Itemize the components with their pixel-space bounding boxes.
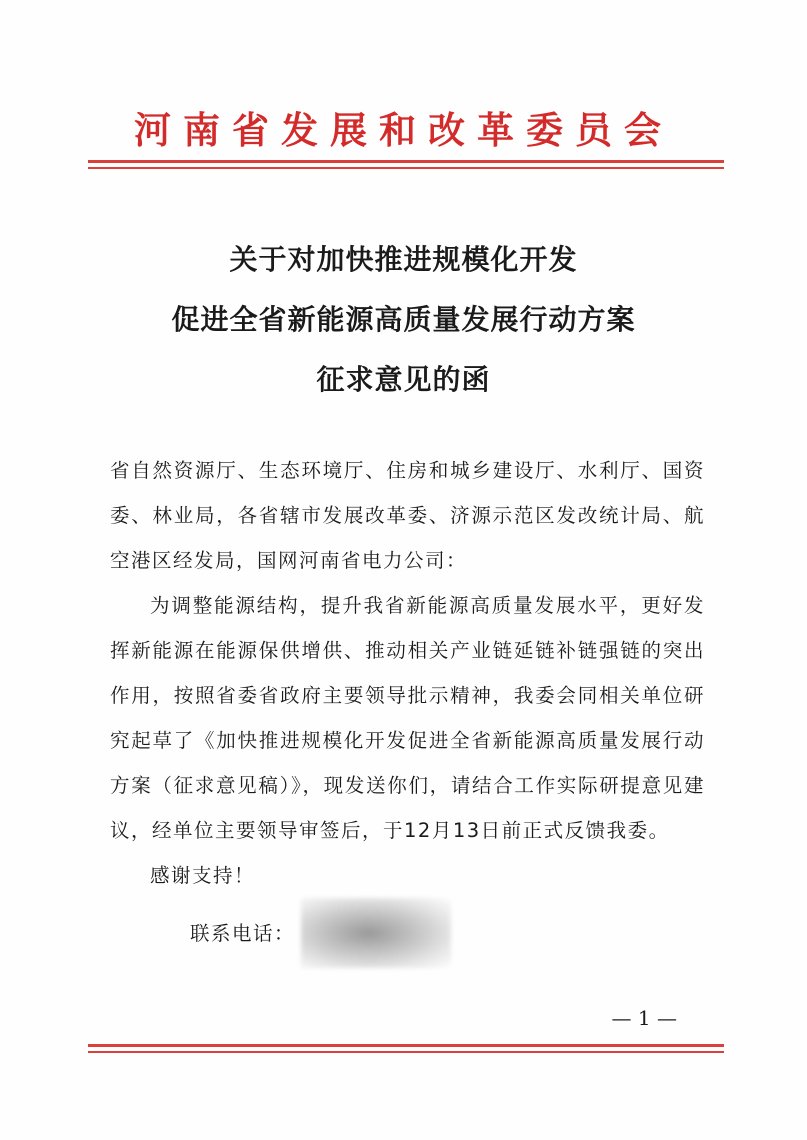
document-title — [0, 230, 807, 410]
title-line: 促进全省新能源高质量发展行动方案 — [171, 303, 636, 336]
title-line: 关于对加快推进规模化开发 — [229, 243, 578, 276]
page-number: — 1 — — [611, 1006, 677, 1030]
main-paragraph: 为调整能源结构，提升我省新能源高质量发展水平，更好发挥新能源在能源保供增供、推动相关产业链延链补链强链的突出作用，按照省委省政府主要领导批示精神，我委会同相关单位研究起草了《加快推进规模化开发促进全省新能源高质量发展行动方案（征求意见稿）》，现发送你们，请结合工作实际研提意见建议，经单位主要领导审签后，于12月13日前正式反馈我委。 — [110, 594, 705, 842]
contact-label: 联系电话： — [190, 921, 296, 945]
organization-header: 河南省发展和改革委员会 — [134, 108, 673, 152]
title-line: 征求意见的函 — [316, 363, 491, 396]
footer-red-rule — [88, 1044, 724, 1047]
recipients-paragraph: 省自然资源厅、生态环境厅、住房和城乡建设厅、水利厅、国资委、林业局，各省辖市发展改革委、济源示范区发改统计局、航空港区经发局，国网河南省电力公司： — [110, 459, 705, 572]
letter-body — [110, 448, 705, 968]
contact-row — [110, 898, 705, 968]
thanks-line: 感谢支持！ — [150, 864, 256, 887]
header-red-rule — [88, 160, 724, 163]
redacted-phone-blur — [301, 898, 451, 968]
header-red-rule-secondary — [88, 167, 724, 169]
footer-red-rule-secondary — [88, 1051, 724, 1053]
